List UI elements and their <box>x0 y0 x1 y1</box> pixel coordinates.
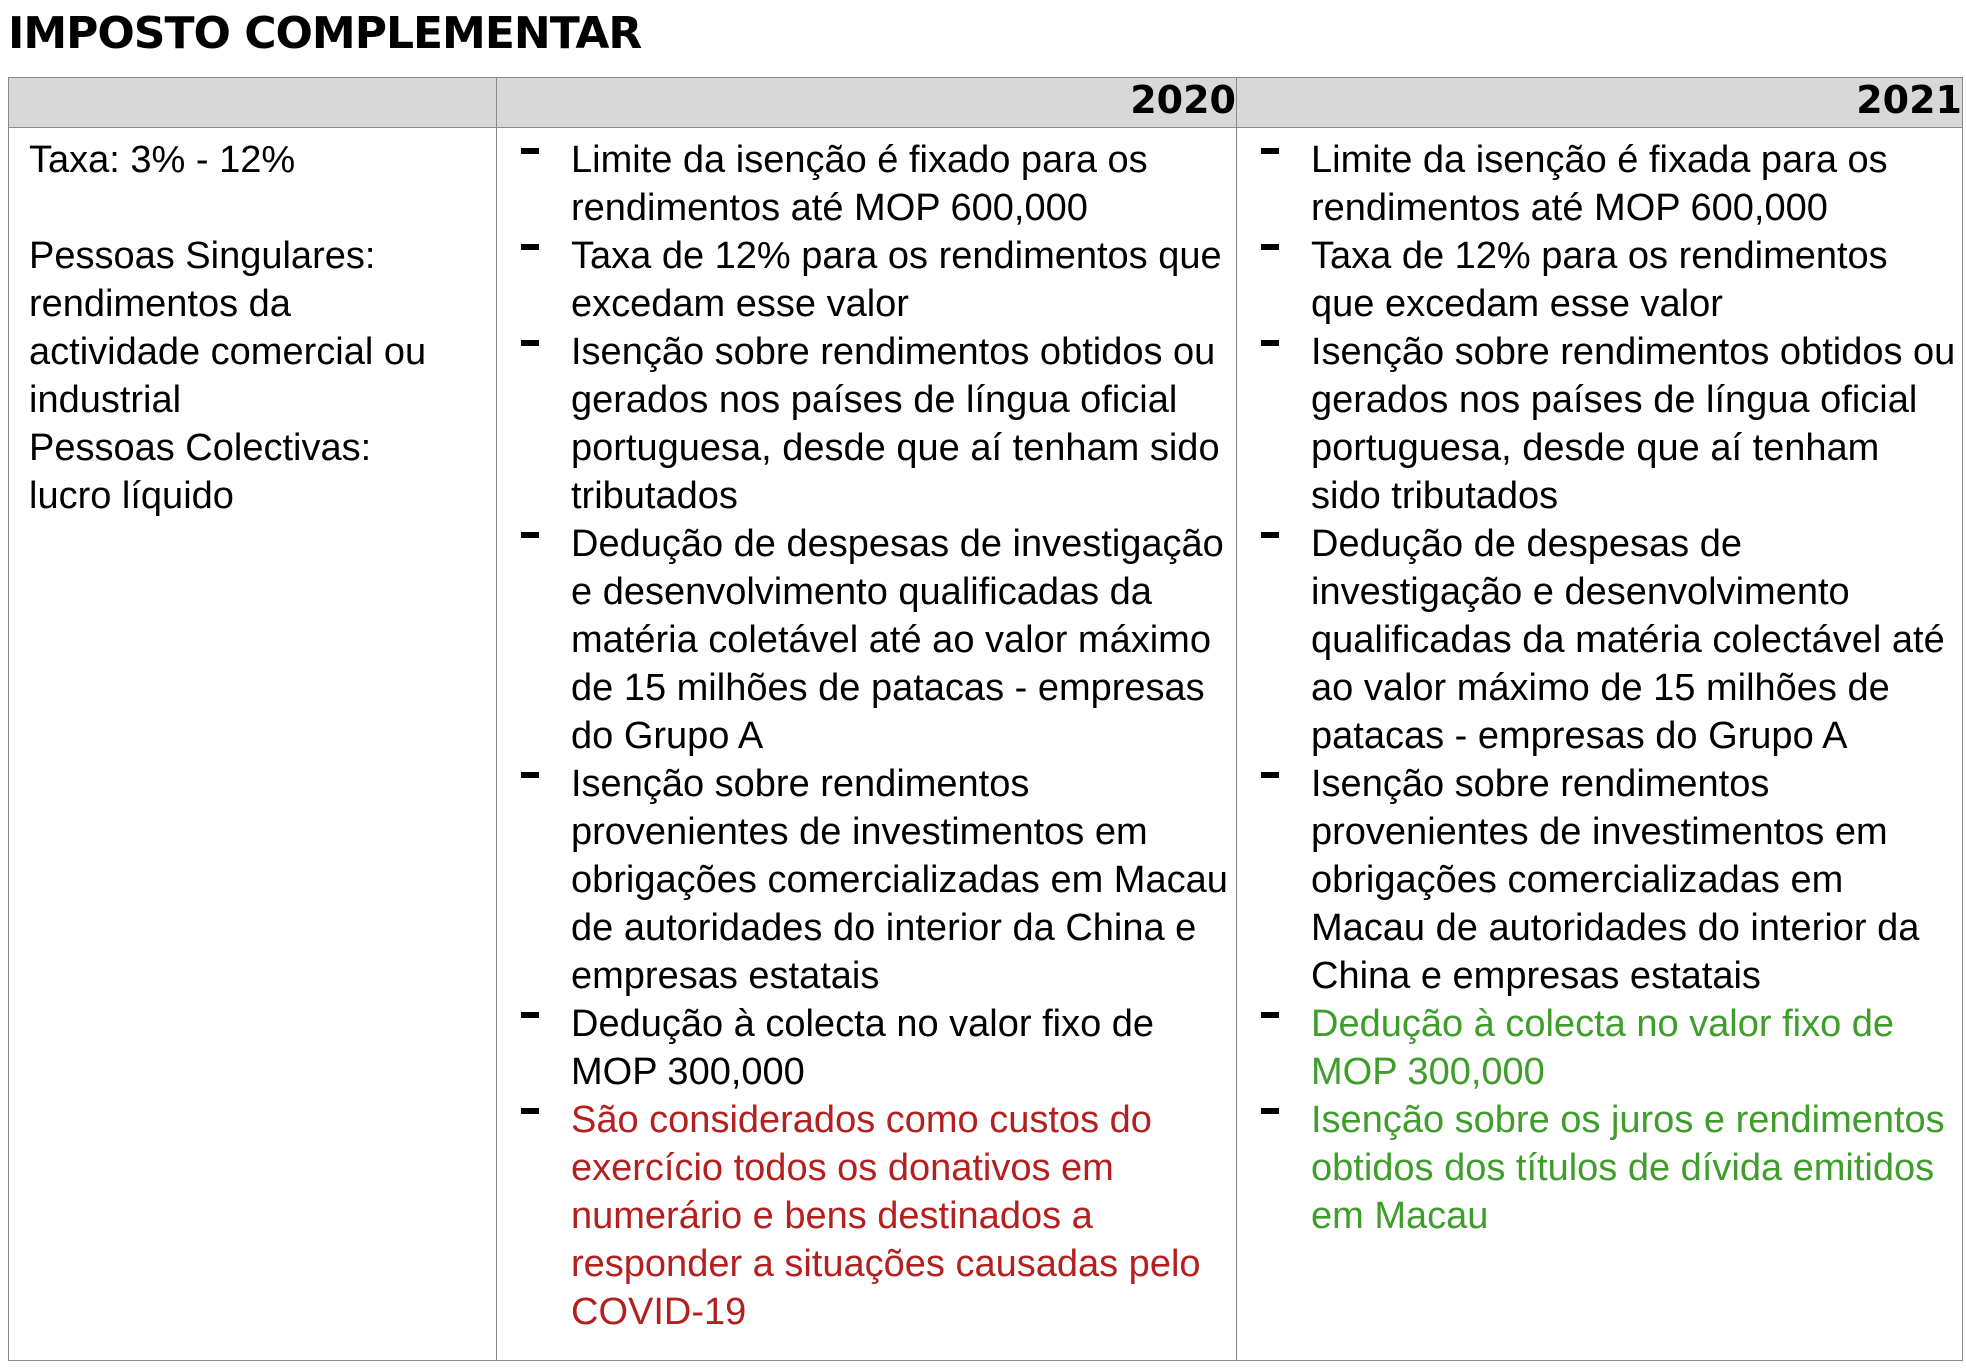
dash-bullet-icon <box>521 340 539 346</box>
list-item <box>519 136 1230 232</box>
dash-bullet-icon <box>521 148 539 154</box>
companies-heading: Pessoas Colectivas: <box>29 427 372 469</box>
table-header-row <box>9 78 1963 128</box>
item-text: Limite da isenção é fixada para os rendimentos até MOP 600,000 <box>1311 139 1888 229</box>
list-item <box>1259 136 1956 232</box>
tax-rate-text: Taxa: 3% - 12% <box>29 139 296 181</box>
list-item <box>519 1096 1230 1336</box>
item-text: Isenção sobre rendimentos provenientes de investimentos em obrigações comercializadas em Macau de autoridades do interior da China e empresas estatais <box>571 763 1228 997</box>
item-text: Taxa de 12% para os rendimentos que excedam esse valor <box>571 235 1222 325</box>
tax-description-cell <box>9 128 497 1361</box>
page-title: IMPOSTO COMPLEMENTAR <box>8 8 642 59</box>
dash-bullet-icon <box>1261 532 1279 538</box>
individuals-line-3: industrial <box>29 379 182 421</box>
year-2021-cell <box>1237 128 1963 1361</box>
list-item <box>519 328 1230 520</box>
list-item <box>519 1000 1230 1096</box>
dash-bullet-icon <box>1261 1108 1279 1114</box>
list-item <box>519 520 1230 760</box>
dash-bullet-icon <box>521 772 539 778</box>
header-label-column <box>9 78 497 128</box>
item-text: Taxa de 12% para os rendimentos que excedam esse valor <box>1311 235 1888 325</box>
dash-bullet-icon <box>1261 340 1279 346</box>
spacer <box>29 184 486 232</box>
list-item <box>519 232 1230 328</box>
dash-bullet-icon <box>1261 244 1279 250</box>
item-text-highlighted: Dedução à colecta no valor fixo de MOP 300,000 <box>1311 1003 1895 1093</box>
dash-bullet-icon <box>1261 148 1279 154</box>
item-text: Isenção sobre rendimentos obtidos ou gerados nos países de língua oficial portuguesa, desde que aí tenham sido tributados <box>571 331 1220 517</box>
list-item <box>1259 520 1956 760</box>
dash-bullet-icon <box>521 244 539 250</box>
individuals-line-1: rendimentos da <box>29 283 291 325</box>
list-item <box>1259 1096 1956 1240</box>
dash-bullet-icon <box>521 1108 539 1114</box>
items-2021-list <box>1259 136 1956 1240</box>
dash-bullet-icon <box>521 1012 539 1018</box>
item-text-highlighted: Isenção sobre os juros e rendimentos obtidos dos títulos de dívida emitidos em Macau <box>1311 1099 1945 1237</box>
list-item <box>1259 328 1956 520</box>
item-text-highlighted: São considerados como custos do exercício todos os donativos em numerário e bens destinados a responder a situações causadas pelo COVID-19 <box>571 1099 1201 1333</box>
items-2020-list <box>519 136 1230 1336</box>
individuals-heading: Pessoas Singulares: <box>29 235 376 277</box>
individuals-line-2: actividade comercial ou <box>29 331 427 373</box>
dash-bullet-icon <box>1261 1012 1279 1018</box>
item-text: Isenção sobre rendimentos obtidos ou gerados nos países de língua oficial portuguesa, desde que aí tenham sido tributados <box>1311 331 1956 517</box>
header-year-2021: 2021 <box>1237 78 1963 128</box>
table-body-row <box>9 128 1963 1361</box>
dash-bullet-icon <box>521 532 539 538</box>
header-year-2020: 2020 <box>497 78 1237 128</box>
tax-comparison-table <box>8 77 1963 1361</box>
item-text: Dedução à colecta no valor fixo de MOP 300,000 <box>571 1003 1155 1093</box>
dash-bullet-icon <box>1261 772 1279 778</box>
item-text: Limite da isenção é fixado para os rendimentos até MOP 600,000 <box>571 139 1148 229</box>
year-2020-cell <box>497 128 1237 1361</box>
item-text: Dedução de despesas de investigação e desenvolvimento qualificadas da matéria coletável até ao valor máximo de 15 milhões de patacas - empresas do Grupo A <box>571 523 1224 757</box>
list-item <box>1259 232 1956 328</box>
list-item <box>1259 760 1956 1000</box>
item-text: Isenção sobre rendimentos provenientes de investimentos em obrigações comercializadas em Macau de autoridades do interior da China e empresas estatais <box>1311 763 1920 997</box>
item-text: Dedução de despesas de investigação e desenvolvimento qualificadas da matéria colectável até ao valor máximo de 15 milhões de patacas - empresas do Grupo A <box>1311 523 1945 757</box>
list-item <box>1259 1000 1956 1096</box>
companies-text: lucro líquido <box>29 475 234 517</box>
list-item <box>519 760 1230 1000</box>
